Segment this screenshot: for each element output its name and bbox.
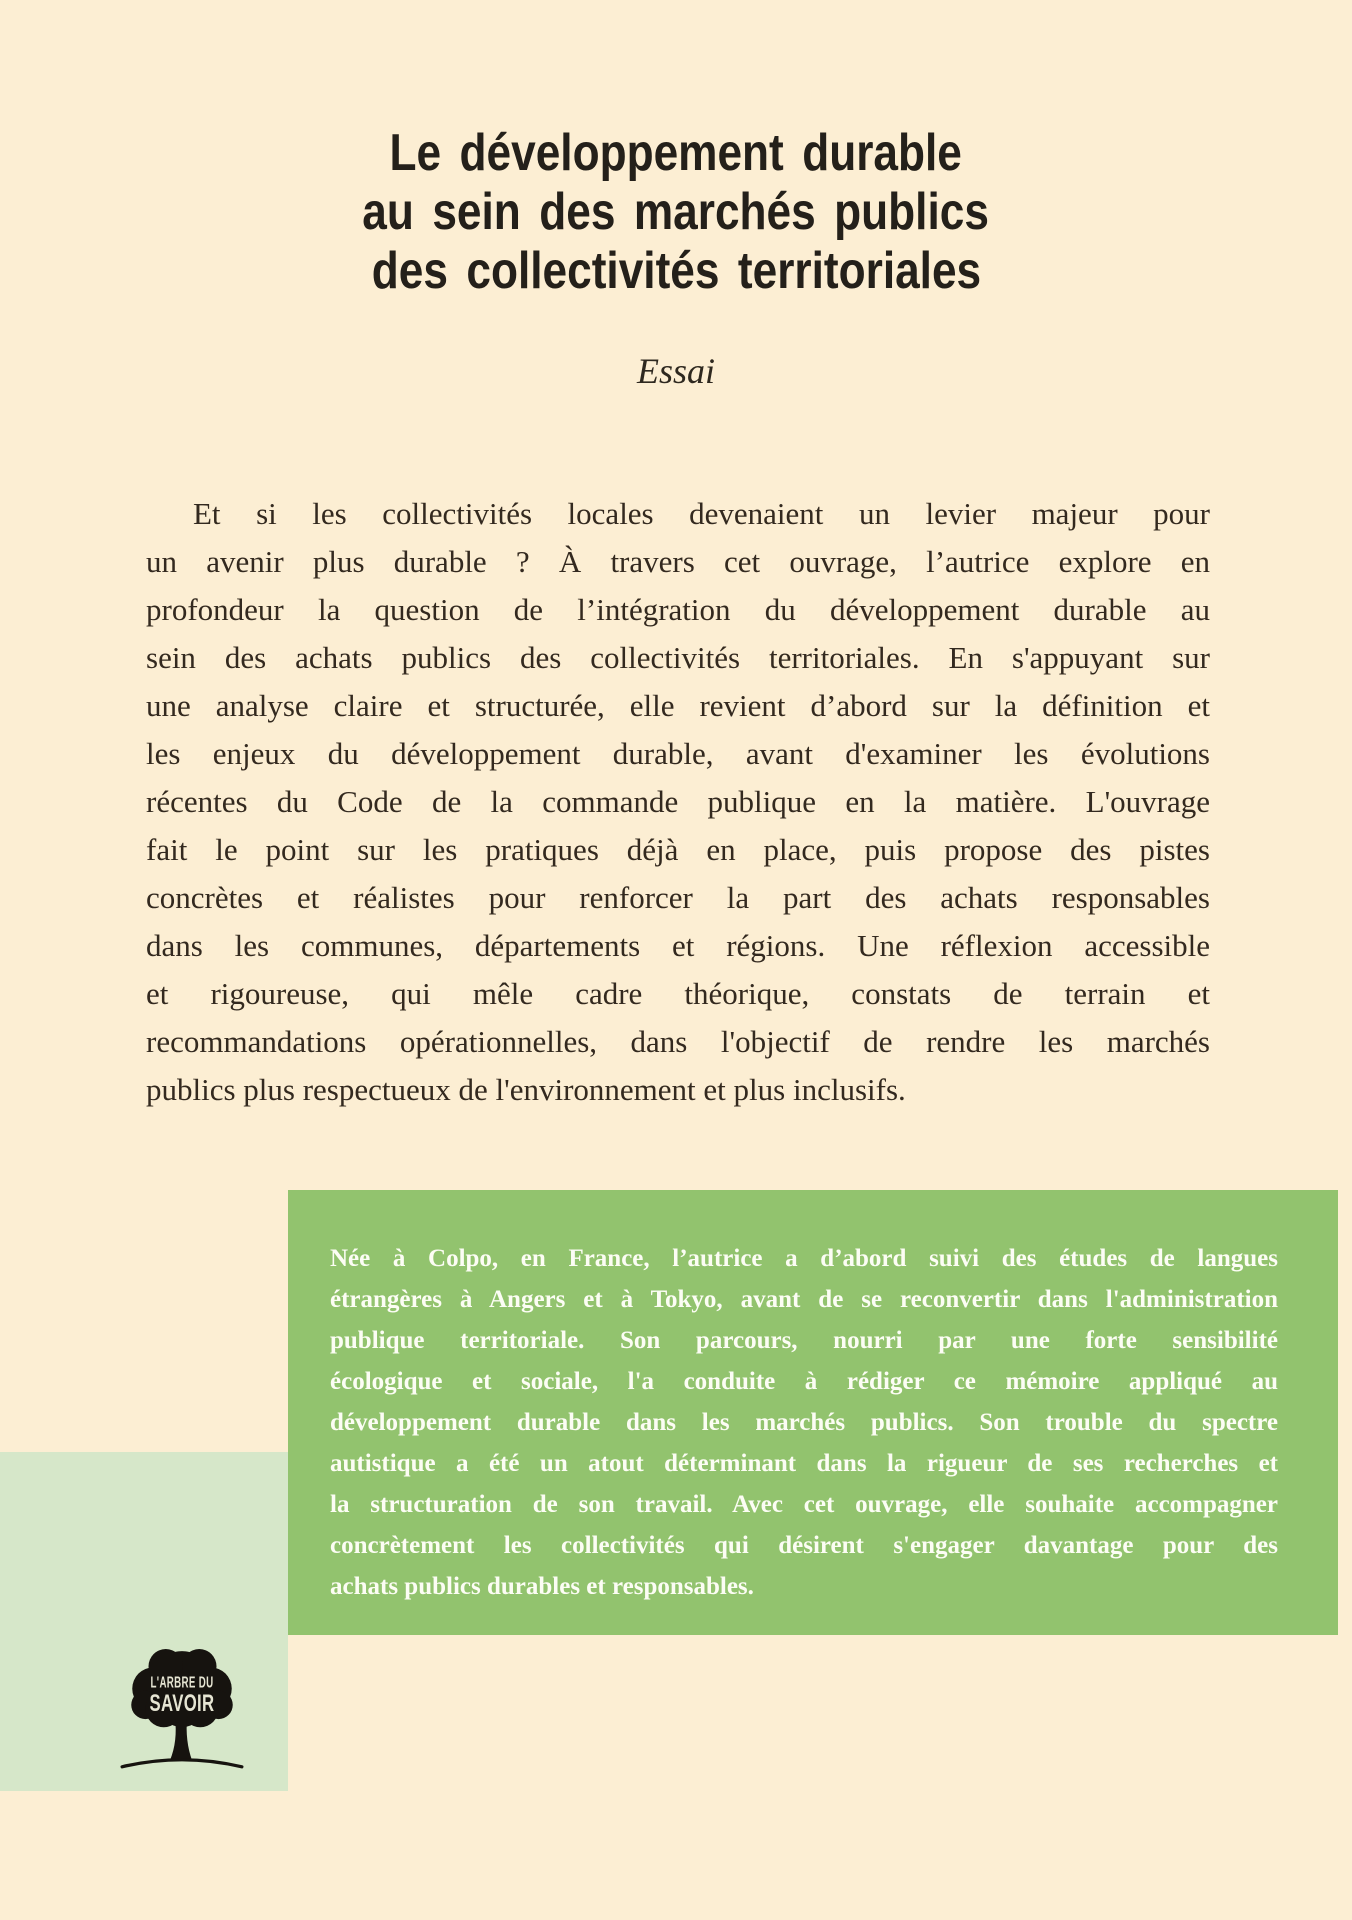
title-line-1-text: Le développement durable (389, 124, 963, 182)
text-line: développement durable dans les marchés publics. Son trouble du spectre (330, 1409, 1278, 1436)
title-block (0, 124, 1352, 301)
text-line: concrètement les collectivités qui désirent s'engager davantage pour des (330, 1532, 1278, 1559)
publisher-logo (118, 1646, 246, 1780)
logo-text-line1: L'ARBRE DU (150, 1674, 214, 1692)
title-line-3 (0, 242, 1352, 301)
genre-subtitle: Essai (636, 351, 715, 391)
text-line: récentes du Code de la commande publique en la matière. L'ouvrage (146, 784, 1210, 819)
title-line-2-text: au sein des marchés publics (362, 183, 990, 241)
author-bio-box (288, 1190, 1338, 1635)
text-line: un avenir plus durable ? À travers cet ouvrage, l’autrice explore en (146, 544, 1210, 579)
text-line: Née à Colpo, en France, l’autrice a d’abord suivi des études de langues (330, 1245, 1278, 1272)
text-line: Et si les collectivités locales devenaient un levier majeur pour (193, 496, 1210, 531)
text-line: et rigoureuse, qui mêle cadre théorique, constats de terrain et (146, 976, 1210, 1011)
text-line: une analyse claire et structurée, elle revient d’abord sur la définition et (146, 688, 1210, 723)
text-line: publique territoriale. Son parcours, nourri par une forte sensibilité (330, 1327, 1278, 1354)
text-line: concrètes et réalistes pour renforcer la part des achats responsables (146, 880, 1210, 915)
synopsis-paragraph (146, 490, 1210, 1114)
logo-text-line2: SAVOIR (149, 1689, 215, 1717)
text-line: dans les communes, départements et régions. Une réflexion accessible (146, 928, 1210, 963)
text-line: fait le point sur les pratiques déjà en place, puis propose des pistes (146, 832, 1210, 867)
title-line-3-text: des collectivités territoriales (371, 242, 981, 300)
text-line: écologique et sociale, l'a conduite à rédiger ce mémoire appliqué au (330, 1368, 1278, 1395)
text-line: publics plus respectueux de l'environnement et plus inclusifs. (146, 1072, 906, 1107)
text-line: recommandations opérationnelles, dans l'objectif de rendre les marchés (146, 1024, 1210, 1059)
title-line-2 (0, 183, 1352, 242)
text-line: achats publics durables et responsables. (330, 1573, 754, 1600)
text-line: étrangères à Angers et à Tokyo, avant de se reconvertir dans l'administration (330, 1286, 1278, 1313)
text-line: sein des achats publics des collectivités territoriales. En s'appuyant sur (146, 640, 1210, 675)
text-line: profondeur la question de l’intégration du développement durable au (146, 592, 1210, 627)
text-line: la structuration de son travail. Avec cet ouvrage, elle souhaite accompagner (330, 1491, 1278, 1518)
text-line: les enjeux du développement durable, avant d'examiner les évolutions (146, 736, 1210, 771)
text-line: autistique a été un atout déterminant dans la rigueur de ses recherches et (330, 1450, 1278, 1477)
tree-icon (118, 1646, 246, 1780)
title-line-1 (0, 124, 1352, 183)
